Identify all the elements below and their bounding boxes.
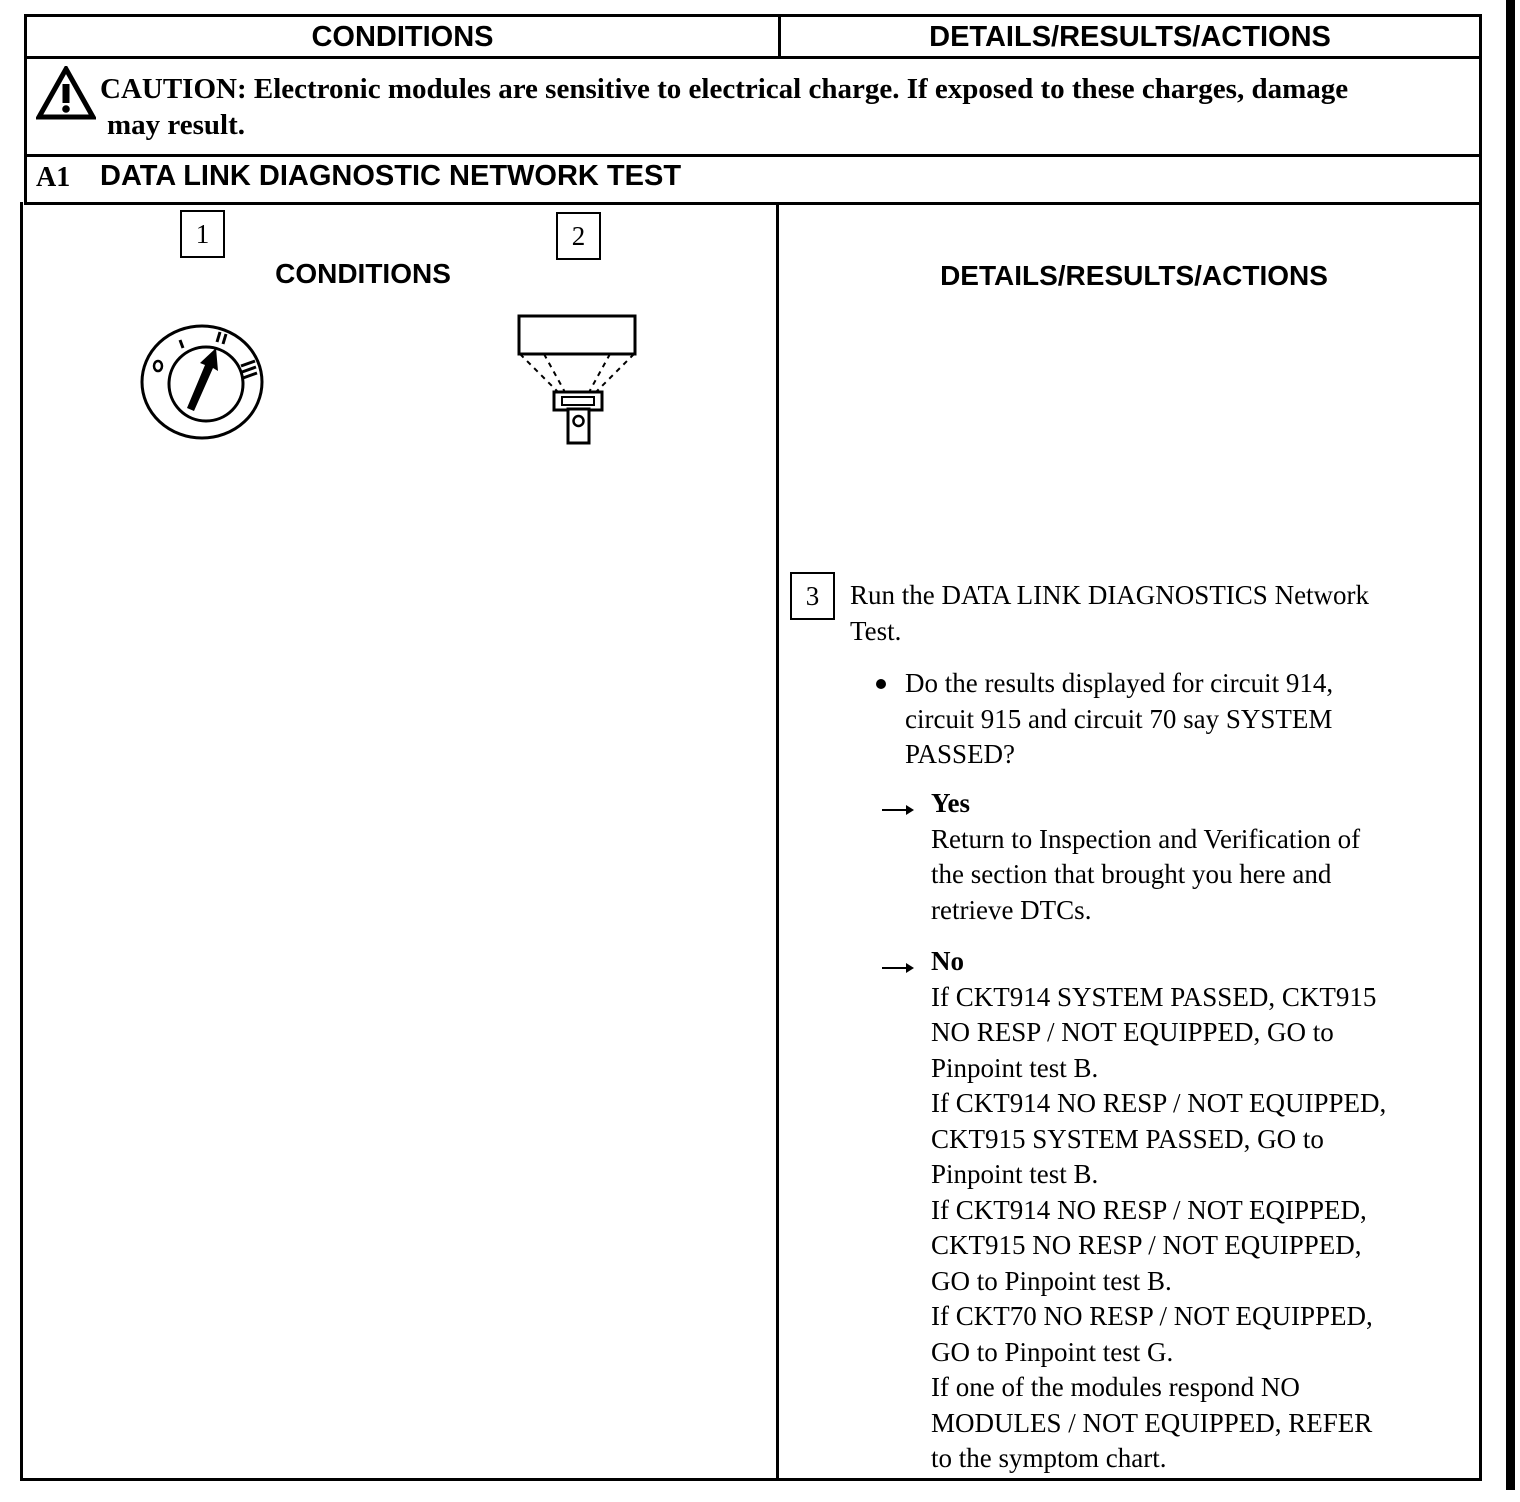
yes-line-1: Return to Inspection and Verification of <box>931 823 1361 854</box>
no-line-10: If CKT70 NO RESP / NOT EQUIPPED, <box>931 1301 1373 1331</box>
no-line-9: GO to Pinpoint test B. <box>931 1265 1172 1296</box>
step-3-box: 3 <box>790 572 835 620</box>
yes-line-2: the section that brought you here and <box>931 859 1332 889</box>
arrow-right-icon <box>880 800 916 820</box>
details-heading: DETAILS/RESULTS/ACTIONS <box>940 260 1328 291</box>
step-1-box: 1 <box>180 210 225 258</box>
no-line-11: GO to Pinpoint test G. <box>931 1336 1174 1367</box>
yes-line-3: retrieve DTCs. <box>931 894 1092 925</box>
caution-line-1: CAUTION: Electronic modules are sensitive to electrical charge. If exposed to these charges, damage <box>100 73 1349 105</box>
no-label: No <box>931 946 964 976</box>
no-line-8: CKT915 NO RESP / NOT EQUIPPED, <box>931 1230 1362 1260</box>
yes-branch <box>931 786 1471 928</box>
warning-triangle-icon <box>36 66 96 120</box>
question-line-1: Do the results displayed for circuit 914, <box>905 668 1334 698</box>
caution-line-2: may result. <box>107 109 246 141</box>
no-line-2: NO RESP / NOT EQUIPPED, GO to <box>931 1017 1334 1047</box>
question-line-2: circuit 915 and circuit 70 say SYSTEM <box>905 703 1333 734</box>
arrow-right-icon <box>880 958 916 978</box>
no-line-6: Pinpoint test B. <box>931 1159 1099 1189</box>
test-id: A1 <box>36 162 71 193</box>
bullet-icon <box>872 672 892 692</box>
step-3-instruction <box>850 578 1470 649</box>
test-title: DATA LINK DIAGNOSTIC NETWORK TEST <box>100 160 682 192</box>
column-header-details: DETAILS/RESULTS/ACTIONS <box>929 21 1331 53</box>
no-branch <box>931 944 1476 1477</box>
column-header-conditions: CONDITIONS <box>311 21 494 53</box>
no-line-3: Pinpoint test B. <box>931 1052 1099 1083</box>
yes-label: Yes <box>931 788 970 818</box>
no-line-7: If CKT914 NO RESP / NOT EQIPPED, <box>931 1194 1367 1225</box>
step-3-line-2: Test. <box>850 615 902 646</box>
question-text <box>905 666 1465 773</box>
no-line-14: to the symptom chart. <box>931 1443 1167 1473</box>
ignition-switch-icon <box>138 318 268 442</box>
scan-tool-connector-icon <box>514 312 640 448</box>
no-line-5: CKT915 SYSTEM PASSED, GO to <box>931 1123 1324 1154</box>
question-line-3: PASSED? <box>905 739 1016 769</box>
conditions-heading: CONDITIONS <box>275 258 451 289</box>
no-line-1: If CKT914 SYSTEM PASSED, CKT915 <box>931 981 1377 1012</box>
no-line-13: MODULES / NOT EQUIPPED, REFER <box>931 1407 1373 1438</box>
step-2-box: 2 <box>556 212 601 260</box>
step-3-line-1: Run the DATA LINK DIAGNOSTICS Network <box>850 580 1370 610</box>
no-line-4: If CKT914 NO RESP / NOT EQUIPPED, <box>931 1088 1387 1118</box>
no-line-12: If one of the modules respond NO <box>931 1372 1300 1402</box>
